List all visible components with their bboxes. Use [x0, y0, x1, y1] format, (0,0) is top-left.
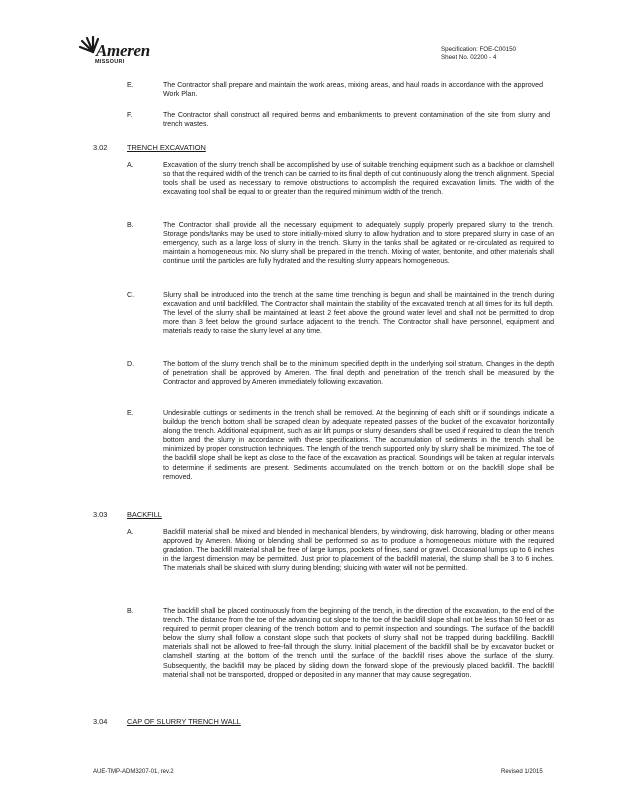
spec-header [441, 46, 516, 62]
item-paragraph: Excavation of the slurry trench shall be accomplished by use of suitable trenching equipment such as a backhoe or clamshell so that the required width of the trench can be carried to its final depth of cut continuously along the trench alignment. Special tools shall be used as necessary to remove obstructions to accomplish the required excavation limits. The width of the excavating tool shall be equal to or greater than the required minimum width of the trench. [163, 162, 554, 197]
item-letter: F. [127, 111, 133, 119]
sheet-number: Sheet No. 02200 - 4 [441, 54, 497, 61]
item-paragraph: The bottom of the slurry trench shall be to the minimum specified depth in the underlying soil stratum. Changes in the depth of penetration shall be approved by Ameren. The final depth and penetration of the trench shall be measured by the Contractor and approved by Ameren immediately following excavation. [163, 361, 554, 387]
item-letter: B. [127, 221, 134, 229]
ameren-logo [78, 36, 188, 76]
item-paragraph: Undesirable cuttings or sediments in the trench shall be removed. At the beginning of each shift or if soundings indicate a buildup the trench bottom shall be scraped clean by adequate repeated passes of the bucket of the excavator horizontally along the trench. Additional equipment, such as air lift pumps or slurry desanders shall be used if required to clean the trench bottom and the slurry in accordance with these specifications. The accumulation of sediments in the trench shall be minimized by proper construction techniques. The length of the trench supported only by slurry shall be minimized. The toe of the backfill slope shall be kept as close to the face of the excavation as practical. Soundings will be taken at regular intervals to determine if sediments are present. Sediments accumulated on the trench bottom or on the backfill slope shall be removed. [163, 410, 554, 481]
item-letter: C. [127, 291, 135, 299]
item-letter: B. [127, 607, 134, 615]
footer-template-id: AUE-TMP-ADM3207-01, rev.2 [93, 769, 174, 775]
section-title: BACKFILL [127, 510, 162, 519]
item-paragraph: The Contractor shall prepare and maintain the work areas, mixing areas, and haul roads in accordance with the approved Work Plan. [163, 82, 543, 99]
section-title: TRENCH EXCAVATION [127, 143, 206, 152]
section-number: 3.04 [93, 717, 108, 726]
item-paragraph: The Contractor shall construct all required berms and embankments to prevent contamination of the site from slurry and trench wastes. [163, 112, 550, 129]
logo-wordmark: Ameren [96, 41, 150, 60]
item-paragraph: Slurry shall be introduced into the trench at the same time trenching is begun and shall be maintained in the trench during excavation and until backfilled. The Contractor shall maintain the stability of the excavated trench at all times for its full depth. The level of the slurry shall be maintained at least 2 feet above the ground water level and shall not be permitted to drop more than 3 feet below the ground surface adjacent to the trench. The Contractor shall have personnel, equipment and materials ready to raise the slurry level at any time. [163, 292, 554, 336]
item-letter: D. [127, 360, 135, 368]
footer-revision: Revised 1/2015 [501, 769, 543, 775]
section-title: CAP OF SLURRY TRENCH WALL [127, 717, 241, 726]
item-paragraph: Backfill material shall be mixed and blended in mechanical blenders, by windrowing, disk harrowing, blading or other means approved by Ameren. Mixing or blending shall be performed so as to produce a homogeneous mixture with the required gradation. The backfill material shall be free of large lumps, pockets of fines, sand or gravel. Occasional lumps up to 6 inches in the largest dimension may be permitted. Just prior to placement of the backfill material, the slump shall be 3 to 6 inches. The materials shall be sluiced with slurry during blending; sluicing with water will not be permitted. [163, 529, 554, 573]
logo-subtitle: MISSOURI [95, 59, 125, 65]
item-letter: A. [127, 528, 134, 536]
spec-number: Specification: FOE-C00150 [441, 46, 516, 53]
item-letter: E. [127, 81, 134, 89]
item-letter: A. [127, 161, 134, 169]
section-number: 3.03 [93, 510, 108, 519]
item-paragraph: The backfill shall be placed continuously from the beginning of the trench, in the direction of the excavation, to the end of the trench. The distance from the toe of the advancing cut slope to the toe of the backfill slope shall not be less than 50 feet or as required to permit proper cleaning of the trench bottom and to permit inspection and soundings. The surface of the backfill below the slurry shall follow a constant slope such that pockets of slurry shall not be trapped during backfilling. Backfill materials shall not be allowed to free-fall through the slurry. Initial placement of the backfill shall be by excavator bucket or clamshell starting at the bottom of the trench until the surface of the backfill rises above the surface of the slurry. Subsequently, the backfill may be placed by sliding down the forward slope of the previously placed backfill. The backfill material shall not be transported, dropped or deposited in any manner that may cause segregation. [163, 608, 554, 679]
item-paragraph: The Contractor shall provide all the necessary equipment to adequately supply properly prepared slurry to the trench. Storage ponds/tanks may be used to store initially-mixed slurry to allow hydration and to store prepared slurry in case of an emergency, such as a large loss of slurry in the trench. Slurry in the tanks shall be agitated or re-circulated as required to maintain a homogeneous mix. No slurry shall be prepared in the trench. Mixing of water, bentonite, and other materials shall continue until the particles are fully hydrated and the resulting slurry appears homogeneous. [163, 222, 554, 266]
item-letter: E. [127, 409, 134, 417]
section-number: 3.02 [93, 143, 108, 152]
